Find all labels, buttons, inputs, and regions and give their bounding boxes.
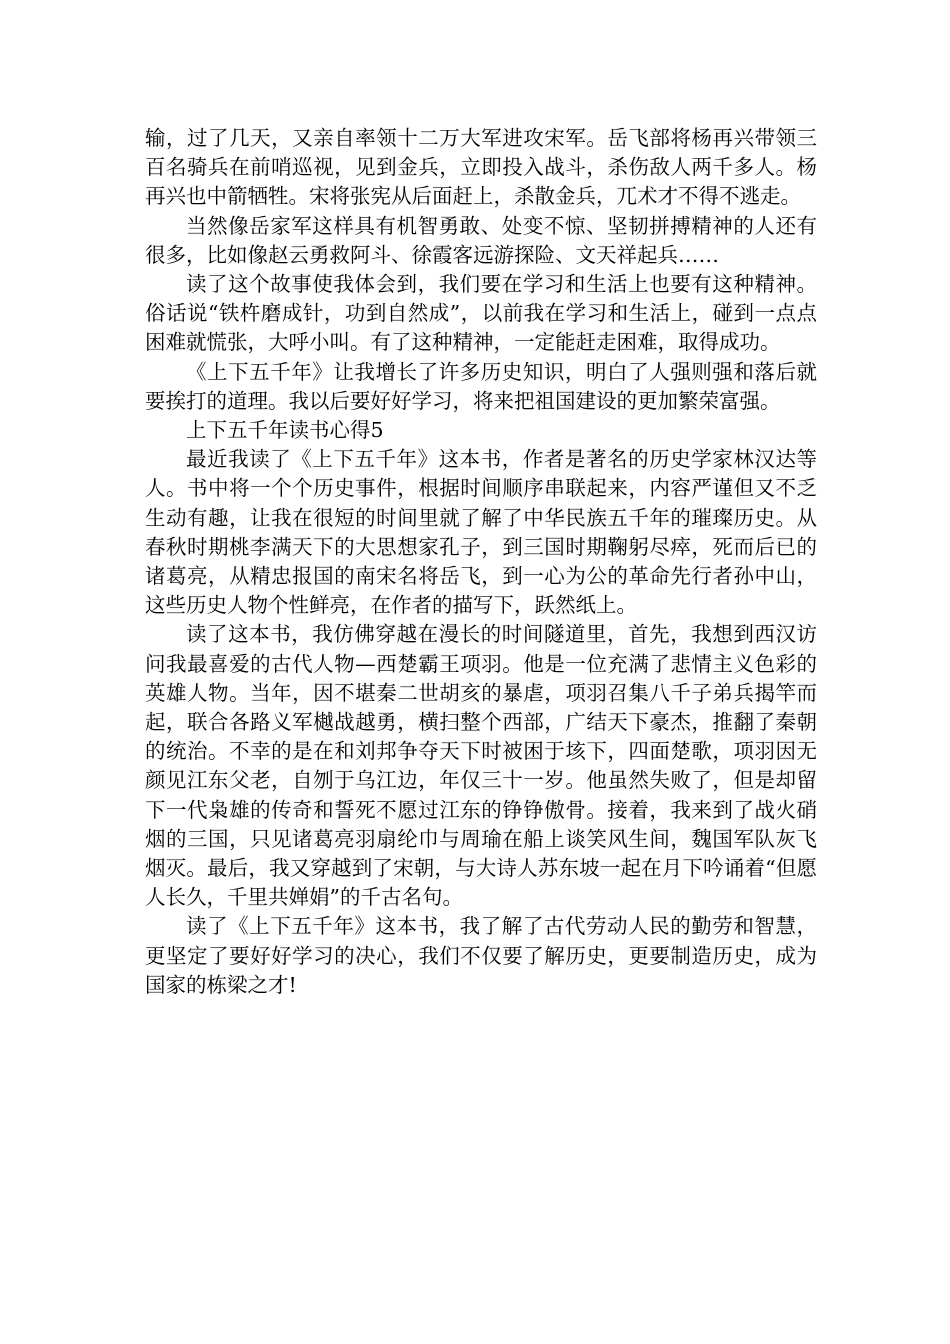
paragraph-conclusion: 读了《上下五千年》这本书，我了解了古代劳动人民的勤劳和智慧，更坚定了要好好学习的决心，我们不仅要了解历史，更要制造历史，成为国家的栋梁之才! [145, 914, 817, 997]
section-heading: 上下五千年读书心得5 [186, 418, 384, 443]
paragraph-time-travel: 读了这本书，我仿佛穿越在漫长的时间隧道里，首先，我想到西汉访问我最喜爱的古代人物—西楚霸王项羽。他是一位充满了悲情主义色彩的英雄人物。当年，因不堪秦二世胡亥的暴虐，项羽召集八千子弟兵揭竿而起，联合各路义军樾战越勇，横扫整个西部，广结天下豪杰，推翻了秦朝的统治。不幸的是在和刘邦争夺天下时被困于垓下，四面楚歌，项羽因无颜见江东父老，自刎于乌江边，年仅三十一岁。他虽然失败了，但是却留下一代枭雄的传奇和誓死不愿过江东的铮铮傲骨。接着，我来到了战火硝烟的三国，只见诸葛亮羽扇纶巾与周瑜在船上谈笑风生间，魏国军队灰飞烟灭。最后，我又穿越到了宋朝，与大诗人苏东坡一起在月下吟诵着“但愿人长久，千里共婵娟”的千古名句。 [145, 622, 817, 910]
document-page [145, 124, 817, 1000]
paragraph-continuation: 输，过了几天，又亲自率领十二万大军进攻宋军。岳飞部将杨再兴带领三百名骑兵在前哨巡视，见到金兵，立即投入战斗，杀伤敌人两千多人。杨再兴也中箭牺牲。宋将张宪从后面赶上，杀散金兵，兀术才不得不逃走。 [145, 126, 817, 209]
paragraph-yue-army-spirit: 当然像岳家军这样具有机智勇敢、处变不惊、坚韧拼搏精神的人还有很多，比如像赵云勇救阿斗、徐霞客远游探险、文天祥起兵…… [145, 213, 817, 267]
paragraph-book-intro: 最近我读了《上下五千年》这本书，作者是著名的历史学家林汉达等人。书中将一个个历史事件，根据时间顺序串联起来，内容严谨但又不乏生动有趣，让我在很短的时间里就了解了中华民族五千年的璀璨历史。从春秋时期桃李满天下的大思想家孔子，到三国时期鞠躬尽瘁，死而后已的诸葛亮，从精忠报国的南宋名将岳飞，到一心为公的革命先行者孙中山，这些历史人物个性鲜亮，在作者的描写下，跃然纸上。 [145, 447, 817, 618]
paragraph-history-knowledge: 《上下五千年》让我增长了许多历史知识，明白了人强则强和落后就要挨打的道理。我以后要好好学习，将来把祖国建设的更加繁荣富强。 [145, 359, 817, 413]
paragraph-reflection: 读了这个故事使我体会到，我们要在学习和生活上也要有这种精神。俗话说“铁杵磨成针，功到自然成”，以前我在学习和生活上，碰到一点点困难就慌张，大呼小叫。有了这种精神，一定能赶走困难，取得成功。 [145, 272, 817, 355]
